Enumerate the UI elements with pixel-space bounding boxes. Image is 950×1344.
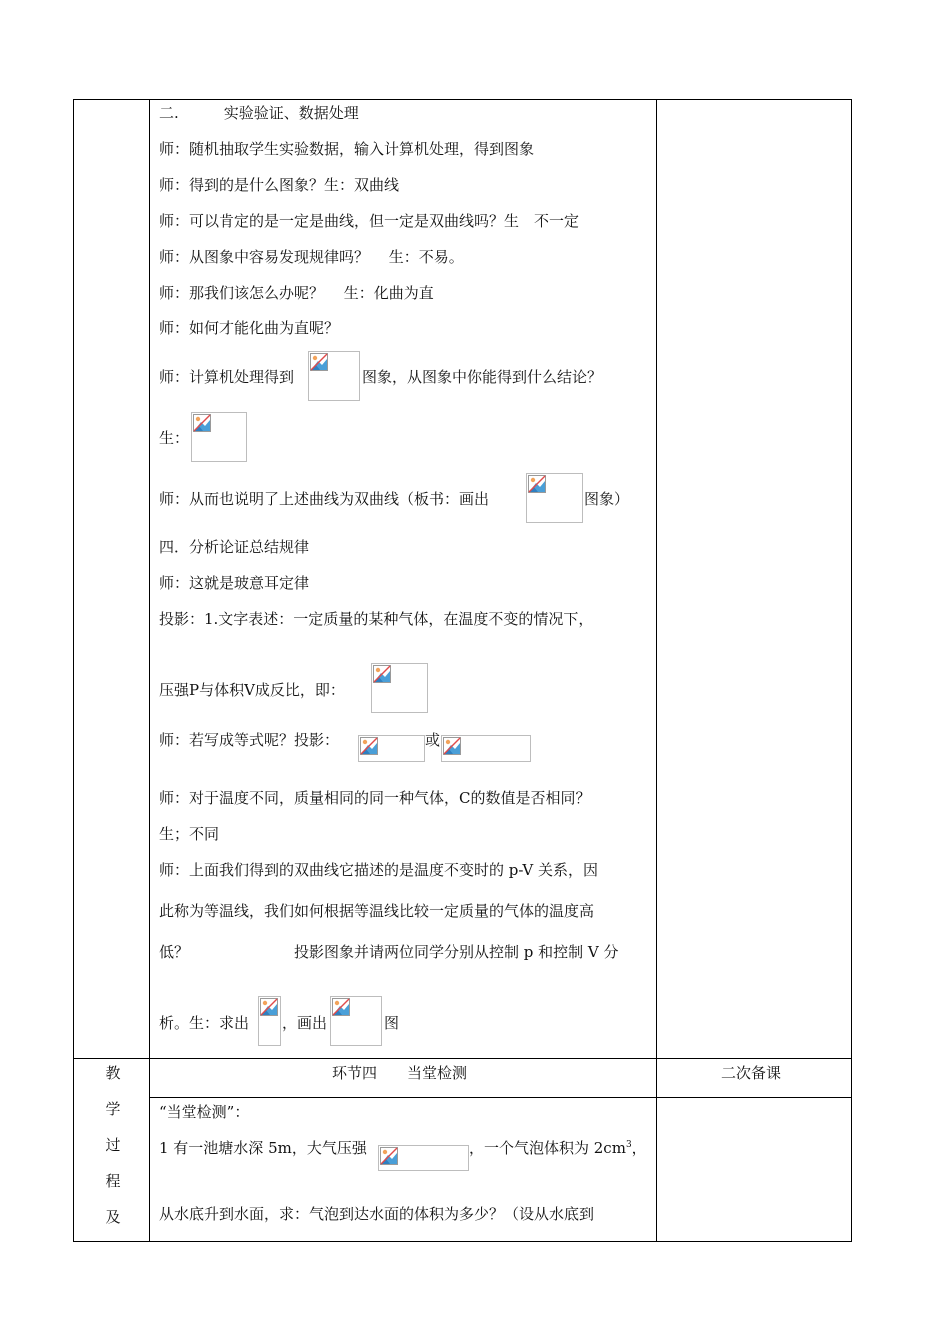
table-bottom-border [73,1241,852,1242]
formula-image-placeholder [258,996,281,1046]
section-four-heading: 四．分析论证总结规律 [159,538,310,556]
analysis-line-prefix: 析。生：求出 [159,1014,250,1032]
table-top-border [73,99,852,100]
quiz-line-end: ， [631,1139,647,1157]
formula-image-placeholder [371,663,428,713]
left-column-char: 过 [105,1136,121,1154]
dialogue-line: 师：随机抽取学生实验数据，输入计算机处理，得到图象 [159,140,535,158]
conclusion-line-suffix: 图象） [584,490,630,508]
left-column-char: 教 [105,1064,121,1082]
broken-image-icon [193,414,211,432]
section-header: 环节四 当堂检测 [332,1064,468,1082]
dialogue-line: 师：这就是玻意耳定律 [159,574,310,592]
computer-line-suffix: 图象，从图象中你能得到什么结论？ [362,368,603,386]
row-divider [73,1058,852,1059]
isotherm-line: 师：上面我们得到的双曲线它描述的是温度不变时的 p-V 关系，因 [159,861,598,879]
formula-image-placeholder [378,1145,469,1171]
quiz-volume-text: ，一个气泡体积为 2cm [469,1139,626,1157]
dialogue-line: 师：对于温度不同，质量相同的同一种气体，C的数值是否相同？ [159,789,591,807]
quiz-volume-exponent: 3 [625,1140,632,1150]
dialogue-line: 师：如何才能化曲为直呢？ [159,319,340,337]
dialogue-line: 师：那我们该怎么办呢？ 生：化曲为直 [159,284,434,302]
projection-line: 投影：1.文字表述：一定质量的某种气体，在温度不变的情况下， [159,610,594,628]
broken-image-icon [310,353,328,371]
equation-line-prefix: 师：若写成等式呢？投影： [159,731,340,749]
quiz-line-suffix [469,1138,647,1158]
dialogue-line: 师：从图象中容易发现规律吗？ 生：不易。 [159,248,464,266]
left-column-char: 程 [105,1172,121,1190]
formula-image-placeholder [191,412,247,462]
broken-image-icon [260,998,278,1016]
inverse-proportion-line: 压强P与体积V成反比，即： [159,681,345,699]
equation-or: 或 [425,731,441,749]
table-right-border [851,99,852,1242]
quiz-line-prefix: 1 有一池塘水深 5m，大气压强 [159,1139,367,1157]
formula-image-placeholder [330,996,382,1046]
analysis-line-suffix: 图 [384,1014,400,1032]
right-column-header: 二次备课 [721,1064,782,1082]
column-divider-right [656,99,657,1242]
formula-image-placeholder [308,351,360,401]
isotherm-line: 此称为等温线，我们如何根据等温线比较一定质量的气体的温度高 [159,902,595,920]
conclusion-line-prefix: 师：从而也说明了上述曲线为双曲线（板书：画出 [159,490,490,508]
broken-image-icon [360,737,378,755]
dialogue-line: 生；不同 [159,825,220,843]
broken-image-icon [332,998,350,1016]
formula-image-placeholder [526,473,583,523]
computer-line-prefix: 师：计算机处理得到 [159,368,295,386]
header-divider [149,1097,852,1098]
broken-image-icon [373,665,391,683]
formula-image-placeholder [441,735,531,762]
table-left-border [73,99,74,1242]
left-column-char: 学 [105,1100,121,1118]
section-two-heading: 二. 实验验证、数据处理 [159,104,359,122]
quiz-title: “当堂检测”： [159,1103,250,1121]
broken-image-icon [443,737,461,755]
formula-image-placeholder [358,735,425,762]
dialogue-line: 师：可以肯定的是一定是曲线，但一定是双曲线吗？生 不一定 [159,212,580,230]
broken-image-icon [380,1147,398,1165]
left-column-char: 及 [105,1208,121,1226]
dialogue-line: 师：得到的是什么图象？生：双曲线 [159,176,400,194]
broken-image-icon [528,475,546,493]
student-label: 生： [159,429,190,447]
column-divider-left [149,99,150,1242]
quiz-line: 从水底升到水面，求：气泡到达水面的体积为多少？（设从水底到 [159,1205,595,1223]
analysis-line-mid: ，画出 [282,1014,328,1032]
isotherm-line: 低？ 投影图象并请两位同学分别从控制 p 和控制 V 分 [159,943,619,961]
